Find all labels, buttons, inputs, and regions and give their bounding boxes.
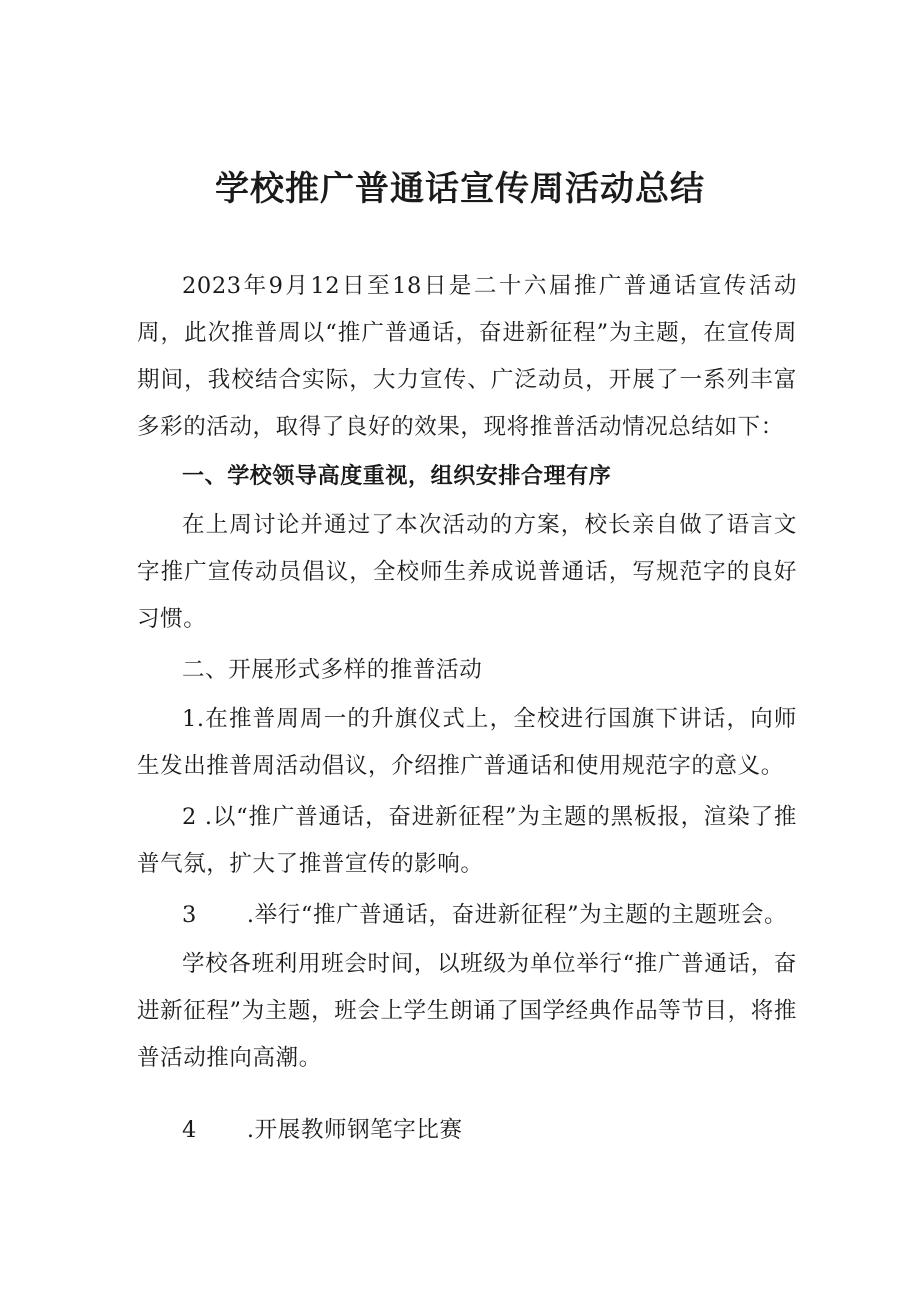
item4-text: .开展教师钢笔字比赛 [246, 1117, 463, 1143]
intro-paragraph: 2023年9月12日至18日是二十六届推广普通话宣传活动周，此次推普周以“推广普通话，奋进新征程”为主题，在宣传周期间，我校结合实际，大力宣传、广泛动员，开展了一系列丰富多彩的活动，取得了良好的效果，现将推普活动情况总结如下： [137, 273, 797, 440]
item3-text: .举行“推广普通话，奋进新征程”为主题的主题班会。 [246, 902, 788, 928]
item3-paragraph [137, 892, 797, 939]
section1-heading: 一、学校领导高度重视，组织安排合理有序 [182, 464, 612, 489]
section2-heading: 二、开展形式多样的推普活动 [182, 657, 483, 683]
item2-paragraph: 2 .以“推广普通话，奋进新征程”为主题的黑板报，渲染了推普气氛，扩大了推普宣传的影响。 [137, 804, 797, 877]
item3-detail-paragraph: 学校各班利用班会时间，以班级为单位举行“推广普通话，奋进新征程”为主题，班会上学生朗诵了国学经典作品等节目，将推普活动推向高潮。 [137, 951, 797, 1071]
item4-paragraph [137, 1107, 797, 1154]
document-title: 学校推广普通话宣传周活动总结 [215, 169, 705, 209]
item4-number: 4 [182, 1117, 197, 1143]
item3-number: 3 [182, 902, 197, 928]
section1-paragraph: 在上周讨论并通过了本次活动的方案，校长亲自做了语言文字推广宣传动员倡议，全校师生养成说普通话，写规范字的良好习惯。 [137, 512, 797, 632]
item1-paragraph: 1.在推普周周一的升旗仪式上，全校进行国旗下讲话，向师生发出推普周活动倡议，介绍推广普通话和使用规范字的意义。 [137, 706, 797, 779]
